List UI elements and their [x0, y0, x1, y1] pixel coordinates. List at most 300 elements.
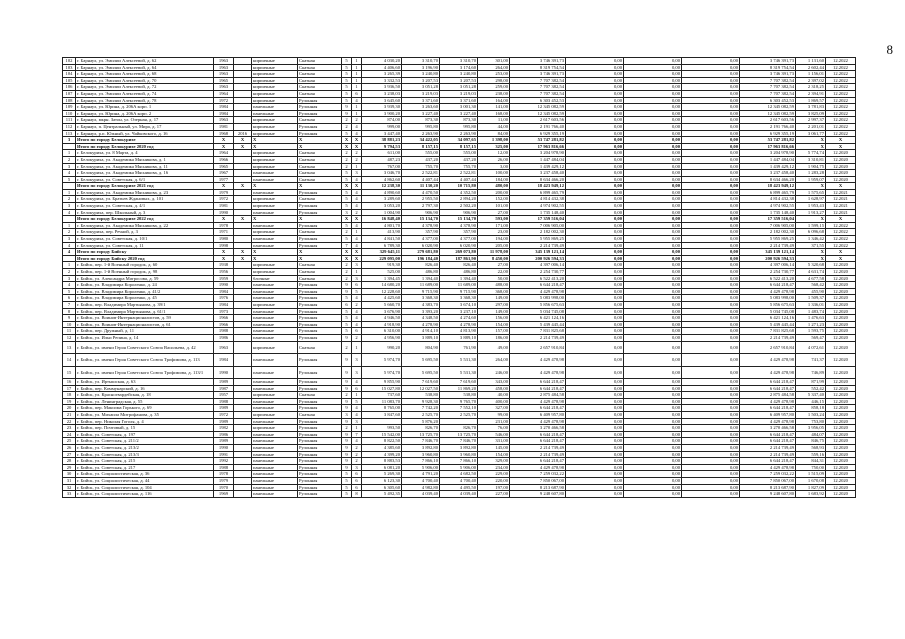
table-cell: Скатная [298, 163, 342, 170]
table-cell: 4 974 902,55 [740, 203, 796, 210]
table-cell: 8 634 466,20 [510, 176, 566, 183]
table-cell: 8 213 687,90 [740, 484, 796, 491]
table-cell: 246,00 [478, 366, 510, 379]
table-cell: 7 831 825,68 [510, 328, 566, 335]
table-cell: г. Бийск, ул. Социалистическая, д. 104 [76, 484, 214, 491]
table-cell: 753,80 [796, 418, 826, 425]
table-cell: 7 707 382,54 [740, 77, 796, 84]
table-cell: 8 [63, 308, 76, 315]
table-cell: 0,00 [624, 366, 682, 379]
table-row [63, 321, 856, 328]
table-cell: 3 371,60 [402, 97, 440, 104]
table-cell [234, 308, 252, 315]
table-cell: 1 394,40 [440, 275, 478, 282]
table-cell: 105 [63, 77, 76, 84]
table-cell [234, 236, 252, 243]
table-cell: г. Бийск, пер. Максима Горького, д. 69 [76, 405, 214, 412]
total-row [63, 249, 856, 256]
table-cell: 53 747 281,82 [510, 137, 566, 144]
table-cell: 12.2022 [826, 110, 856, 117]
table-cell: 5 [342, 328, 352, 335]
table-cell: 0,00 [566, 269, 624, 276]
table-cell: 1990 [214, 444, 234, 451]
table-cell: 0,00 [682, 464, 740, 471]
table-cell: 4 278,90 [402, 321, 440, 328]
table-cell: 1984 [214, 301, 234, 308]
table-cell: 1 735 148,40 [510, 209, 566, 216]
table-cell: 0,00 [566, 288, 624, 295]
table-cell: 327,00 [478, 405, 510, 412]
table-cell: 0,00 [566, 315, 624, 322]
table-cell: 4 429 478,98 [510, 398, 566, 405]
table-cell: 1988 [214, 398, 234, 405]
table-cell: панельные [252, 438, 298, 445]
table-cell: 3 237 458,40 [510, 170, 566, 177]
table-cell: 0,00 [566, 412, 624, 419]
table-cell: 0,00 [682, 412, 740, 419]
table-cell: 4 030,20 [362, 58, 402, 65]
table-cell: 9 [342, 366, 352, 379]
table-cell: 0,00 [566, 203, 624, 210]
table-cell: 2 [352, 451, 362, 458]
table-cell: 1959 [214, 275, 234, 282]
table-cell: 8 765,00 [362, 405, 402, 412]
table-cell: 12.2022 [826, 77, 856, 84]
table-cell: г. Бийск, ул. Владимира Короленко, д. 24 [76, 282, 214, 289]
table-cell: 3 939,30 [362, 104, 402, 111]
table-cell: 112 [63, 123, 76, 130]
table-cell: 0,00 [566, 366, 624, 379]
table-cell: 5 439 445,44 [510, 321, 566, 328]
table-cell: 0,00 [566, 328, 624, 335]
table-cell: панельные [252, 328, 298, 335]
table-cell: Рулонная [298, 236, 342, 243]
table-cell: 4 914,10 [402, 328, 440, 335]
table-cell: 1990 [214, 282, 234, 289]
table-cell: 0,00 [682, 249, 740, 256]
table-cell: г. Бийск, ул. Михаила Митрофанова, д. 35 [76, 412, 214, 419]
table-cell: 4 841,50 [362, 236, 402, 243]
table-cell: Скатная [298, 58, 342, 65]
table-cell: 0,00 [624, 431, 682, 438]
table-cell: 5 [352, 288, 362, 295]
table-cell: 4 429 478,98 [510, 288, 566, 295]
table-cell: 1 271,23 [796, 321, 826, 328]
table-cell: 8 450,00 [478, 255, 510, 262]
table-cell: г. Белокуриха, пер. Речной, д. 3 [76, 229, 214, 236]
table-cell: 0,00 [682, 143, 740, 150]
table-cell: 0,00 [566, 491, 624, 498]
table-cell: 0,00 [566, 471, 624, 478]
table-cell [440, 418, 478, 425]
table-cell: 0,00 [566, 295, 624, 302]
table-cell: Скатная [298, 412, 342, 419]
table-cell: панельные [252, 484, 298, 491]
table-cell: 0,00 [566, 84, 624, 91]
table-cell: 3 847,60 [362, 412, 402, 419]
table-cell: 1972 [214, 196, 234, 203]
table-cell: 741,37 [796, 354, 826, 367]
table-cell: 0,00 [624, 216, 682, 223]
table-cell: 2 875 484,58 [740, 392, 796, 399]
table-cell: 525,00 [362, 269, 402, 276]
table-cell: 12 345 082,59 [510, 104, 566, 111]
table-cell: 12.2020 [826, 431, 856, 438]
table-cell: Рулонная [298, 321, 342, 328]
table-cell: 0,00 [624, 196, 682, 203]
table-cell: Рулонная [298, 301, 342, 308]
table-cell: X [252, 183, 298, 190]
table-cell: 1 628,97 [796, 196, 826, 203]
table-row [63, 123, 856, 130]
table-cell: 5 906,00 [440, 464, 478, 471]
table-cell: 873,30 [402, 117, 440, 124]
table-cell: 4 [352, 242, 362, 249]
table-cell [234, 385, 252, 392]
table-cell: 0,00 [682, 379, 740, 386]
table-cell: Скатная [298, 341, 342, 354]
table-cell: 3 046,70 [362, 170, 402, 177]
table-cell: 4 [352, 315, 362, 322]
table-cell: 6 644 218,47 [510, 458, 566, 465]
table-row [63, 71, 856, 78]
table-cell: 38 881,23 [362, 137, 402, 144]
table-cell: 5 695,50 [402, 366, 440, 379]
table-cell: 20 [63, 405, 76, 412]
table-cell: 7 619,60 [402, 379, 440, 386]
table-cell: 12.2022 [826, 130, 856, 137]
table-cell: 2 263,90 [440, 130, 478, 137]
table-cell [234, 334, 252, 341]
table-cell [234, 90, 252, 97]
table-cell: 5 [342, 321, 352, 328]
table-cell: 5 [342, 90, 352, 97]
table-cell: 4 429 478,98 [510, 464, 566, 471]
table-cell: 3 310,81 [796, 156, 826, 163]
table-cell: 6 305,60 [362, 484, 402, 491]
table-cell: 568,42 [796, 282, 826, 289]
table-cell: 0,00 [682, 328, 740, 335]
table-cell: 9 [63, 315, 76, 322]
table-cell: панельные [252, 444, 298, 451]
table-cell: 3 196,90 [402, 64, 440, 71]
table-cell: 23 [63, 425, 76, 432]
table-row [63, 471, 856, 478]
table-cell: панельные [252, 458, 298, 465]
table-cell: 4 [352, 203, 362, 210]
table-cell: 0,00 [566, 464, 624, 471]
table-cell: 4 974 902,55 [510, 203, 566, 210]
table-cell: 171,00 [478, 222, 510, 229]
table-cell [234, 110, 252, 117]
table-cell: Итого по городу Белокурихе 2022 год [76, 216, 214, 223]
table-cell: Скатная [298, 150, 342, 157]
table-cell: 6 644 218,47 [740, 438, 796, 445]
table-cell: 2 522,81 [440, 170, 478, 177]
table-cell: 4 862,60 [362, 176, 402, 183]
table-cell: Рулонная [298, 477, 342, 484]
table-cell: 4 813,90 [440, 328, 478, 335]
table-cell: 3 289,60 [362, 196, 402, 203]
table-cell: 593,00 [478, 216, 510, 223]
table-cell: 1968 [214, 130, 234, 137]
table-cell: 1963 [214, 84, 234, 91]
table-cell: г. Бийск, ул. Советская, д. 211/2 [76, 438, 214, 445]
table-cell: 4 [352, 176, 362, 183]
table-cell: 0,00 [566, 137, 624, 144]
table-cell: 6 929 355,19 [510, 130, 566, 137]
table-cell: 3 [63, 236, 76, 243]
table-cell: 4 470,50 [402, 189, 440, 196]
table-cell: Скатная [298, 90, 342, 97]
table-cell: 8 634 466,20 [740, 176, 796, 183]
table-cell: 12.2020 [826, 464, 856, 471]
table-cell: 7 866,10 [440, 458, 478, 465]
table-cell: Скатная [298, 71, 342, 78]
table-cell: X [214, 255, 234, 262]
table-cell: 995,80 [402, 123, 440, 130]
table-cell: 3 746 391,73 [510, 58, 566, 65]
table-cell: X [298, 216, 342, 223]
table-cell: 12.2020 [826, 412, 856, 419]
table-cell: 12.2020 [826, 385, 856, 392]
page-number: 8 [886, 42, 893, 57]
table-cell: 0,00 [566, 301, 624, 308]
table-cell: 7 259 032,22 [740, 471, 796, 478]
table-cell: 17 359 516,04 [740, 216, 796, 223]
table-cell: 1963 [214, 341, 234, 354]
table-cell: 4 890,60 [362, 189, 402, 196]
table-cell [234, 366, 252, 379]
table-cell: 4 425,60 [362, 295, 402, 302]
table-cell: г. Бийск, ул. Советская, д. 213/2 [76, 444, 214, 451]
table-cell: кирпичные [252, 58, 298, 65]
table-cell: Рулонная [298, 464, 342, 471]
table-cell: X [826, 183, 856, 190]
table-cell: кирпичные [252, 392, 298, 399]
table-cell: 102 [63, 58, 76, 65]
table-cell: Рулонная [298, 425, 342, 432]
table-cell: 3 781,83 [796, 104, 826, 111]
table-cell: 0,00 [566, 150, 624, 157]
table-cell: 1966 [214, 321, 234, 328]
table-row [63, 196, 856, 203]
table-cell: 12.2020 [826, 425, 856, 432]
table-row [63, 288, 856, 295]
table-cell: 0,00 [566, 458, 624, 465]
table-cell: Рулонная [298, 97, 342, 104]
table-cell: 113 [63, 130, 76, 137]
table-cell: 18 [63, 392, 76, 399]
table-cell: 368,00 [478, 288, 510, 295]
table-cell: 8 157,15 [440, 143, 478, 150]
table-cell: X [234, 249, 252, 256]
table-cell: 5 974,70 [362, 366, 402, 379]
table-cell: 1 [63, 262, 76, 269]
table-cell: 0,00 [624, 58, 682, 65]
table-cell: 6 020,90 [402, 242, 440, 249]
table-cell: Итого по городу Белокурихе 2020 год [76, 143, 214, 150]
table-cell: 4 429 478,98 [510, 418, 566, 425]
table-cell: 3 [342, 209, 352, 216]
table-cell: Рулонная [298, 484, 342, 491]
table-cell: 109 [63, 104, 76, 111]
table-row [63, 405, 856, 412]
table-cell: 12.2020 [826, 275, 856, 282]
table-cell: X [252, 137, 298, 144]
table-cell: X [826, 143, 856, 150]
table-cell: 4 429 478,98 [740, 398, 796, 405]
table-cell: 6 644 218,47 [740, 385, 796, 392]
table-cell: 826,40 [440, 262, 478, 269]
table-row [63, 282, 856, 289]
table-cell: панельные [252, 222, 298, 229]
table-cell: 6 [352, 484, 362, 491]
table-row [63, 84, 856, 91]
table-cell: 5 531,30 [440, 354, 478, 367]
table-cell: 487,23 [362, 156, 402, 163]
table-cell: 6 409 957,80 [510, 412, 566, 419]
table-cell: 1970 [214, 484, 234, 491]
table-cell: 3 [352, 366, 362, 379]
table-cell: 1977 [214, 176, 234, 183]
table-cell: г. Барнаул, ул. Эмилии Алексеевой, д. 68 [76, 71, 214, 78]
table-cell: г. Белокуриха, ул. Братьев Ждановых, д. 101 [76, 196, 214, 203]
table-cell: Рулонная [298, 451, 342, 458]
table-cell: 5 [342, 236, 352, 243]
table-cell: Рулонная [298, 282, 342, 289]
table-cell: Рулонная [298, 130, 342, 137]
table-cell [234, 163, 252, 170]
table-cell: 1 735 148,40 [740, 209, 796, 216]
table-cell: 227,00 [478, 491, 510, 498]
table-cell: 480,00 [478, 183, 510, 190]
table-cell: 18 423 949,12 [510, 183, 566, 190]
table-cell: 19 [63, 398, 76, 405]
table-cell: 0,00 [566, 308, 624, 315]
table-cell: 4 946,50 [362, 315, 402, 322]
table-cell: 0,00 [624, 308, 682, 315]
table-cell: 107 [63, 90, 76, 97]
table-cell: 9 [342, 405, 352, 412]
table-cell: 4 [352, 379, 362, 386]
table-cell: 4 429 478,98 [740, 418, 796, 425]
table-cell: 9 [342, 379, 352, 386]
table-cell [234, 176, 252, 183]
table-cell: 1988 [214, 328, 234, 335]
table-cell: г. Бийск, ул. Владимира Короленко, д. 45 [76, 295, 214, 302]
table-cell: г. Бийск, пер. Почтовый, д. 15 [76, 425, 214, 432]
table-cell: 2 214 739,49 [510, 451, 566, 458]
table-cell [234, 398, 252, 405]
table-row [63, 262, 856, 269]
table-cell: 1978 [214, 471, 234, 478]
table-cell: X [234, 255, 252, 262]
table-cell: 17 [63, 385, 76, 392]
table-cell [234, 418, 252, 425]
table-cell: 12.2020 [826, 484, 856, 491]
table-cell: 200,00 [478, 189, 510, 196]
table-cell [234, 58, 252, 65]
table-cell: 1990 [214, 366, 234, 379]
table-cell: 0,00 [566, 189, 624, 196]
table-cell: Рулонная [298, 328, 342, 335]
table-cell: 17 963 816,66 [740, 143, 796, 150]
table-cell: 101,00 [478, 203, 510, 210]
table-cell: 12.2022 [826, 64, 856, 71]
table-cell: 6 123,30 [362, 477, 402, 484]
table-cell: 5 [342, 84, 352, 91]
table-cell: 329,00 [478, 458, 510, 465]
table-cell: 0,00 [682, 425, 740, 432]
table-cell: 0,00 [682, 282, 740, 289]
table-cell: 1 593,75 [796, 328, 826, 335]
table-cell: 0,00 [682, 97, 740, 104]
table-cell: г. Бийск, ул. Иртышская, д. 63 [76, 379, 214, 386]
table-cell: 0,00 [624, 222, 682, 229]
table-cell: 1 [352, 64, 362, 71]
table-cell: панельные [252, 236, 298, 243]
table-cell: 2 [342, 156, 352, 163]
table-cell: 5 [342, 71, 352, 78]
table-row [63, 392, 856, 399]
table-cell: 2 214 739,49 [740, 444, 796, 451]
table-cell: 343,00 [478, 379, 510, 386]
table-cell: панельные [252, 104, 298, 111]
table-cell: 53 747 281,82 [740, 137, 796, 144]
table-cell: 345 139 121,14 [510, 249, 566, 256]
table-cell: 9 [342, 354, 352, 367]
table-cell: 874,00 [362, 117, 402, 124]
table-cell: 0,00 [682, 398, 740, 405]
table-cell: 0,00 [682, 392, 740, 399]
table-cell: 0,00 [566, 77, 624, 84]
table-cell: 7 707 382,54 [740, 90, 796, 97]
table-cell: 7 006 905,00 [510, 222, 566, 229]
table-cell: блочные [252, 275, 298, 282]
table-cell: 871,99 [796, 379, 826, 386]
table-cell: 1964 [214, 90, 234, 97]
table-cell: 2 [342, 341, 352, 354]
table-cell: 76,00 [478, 425, 510, 432]
table-cell: 6 310,00 [362, 328, 402, 335]
table-cell: 2 191 766,40 [510, 123, 566, 130]
table-cell: 0,00 [566, 110, 624, 117]
table-cell: 1972 [214, 412, 234, 419]
table-cell [234, 123, 252, 130]
table-cell: 4 801,70 [362, 222, 402, 229]
table-cell [234, 491, 252, 498]
table-cell: X [234, 216, 252, 223]
table-cell: г. Барнаул, ул. Эмилии Алексеевой, д. 78 [76, 97, 214, 104]
table-cell: Рулонная [298, 438, 342, 445]
table-cell: 0,00 [566, 209, 624, 216]
table-cell: 4 [352, 123, 362, 130]
table-cell: 0,00 [566, 123, 624, 130]
table-cell: 5 [342, 471, 352, 478]
table-row [63, 366, 856, 379]
table-cell: X [234, 183, 252, 190]
table-cell: 4 982,80 [402, 484, 440, 491]
table-cell: 3 265,39 [362, 71, 402, 78]
table-cell [234, 315, 252, 322]
table-cell: панельные [252, 295, 298, 302]
table-row [63, 176, 856, 183]
table-cell: 12 228,60 [362, 288, 402, 295]
table-cell: X [234, 143, 252, 150]
table-cell: панельные [252, 405, 298, 412]
table-row [63, 130, 856, 137]
